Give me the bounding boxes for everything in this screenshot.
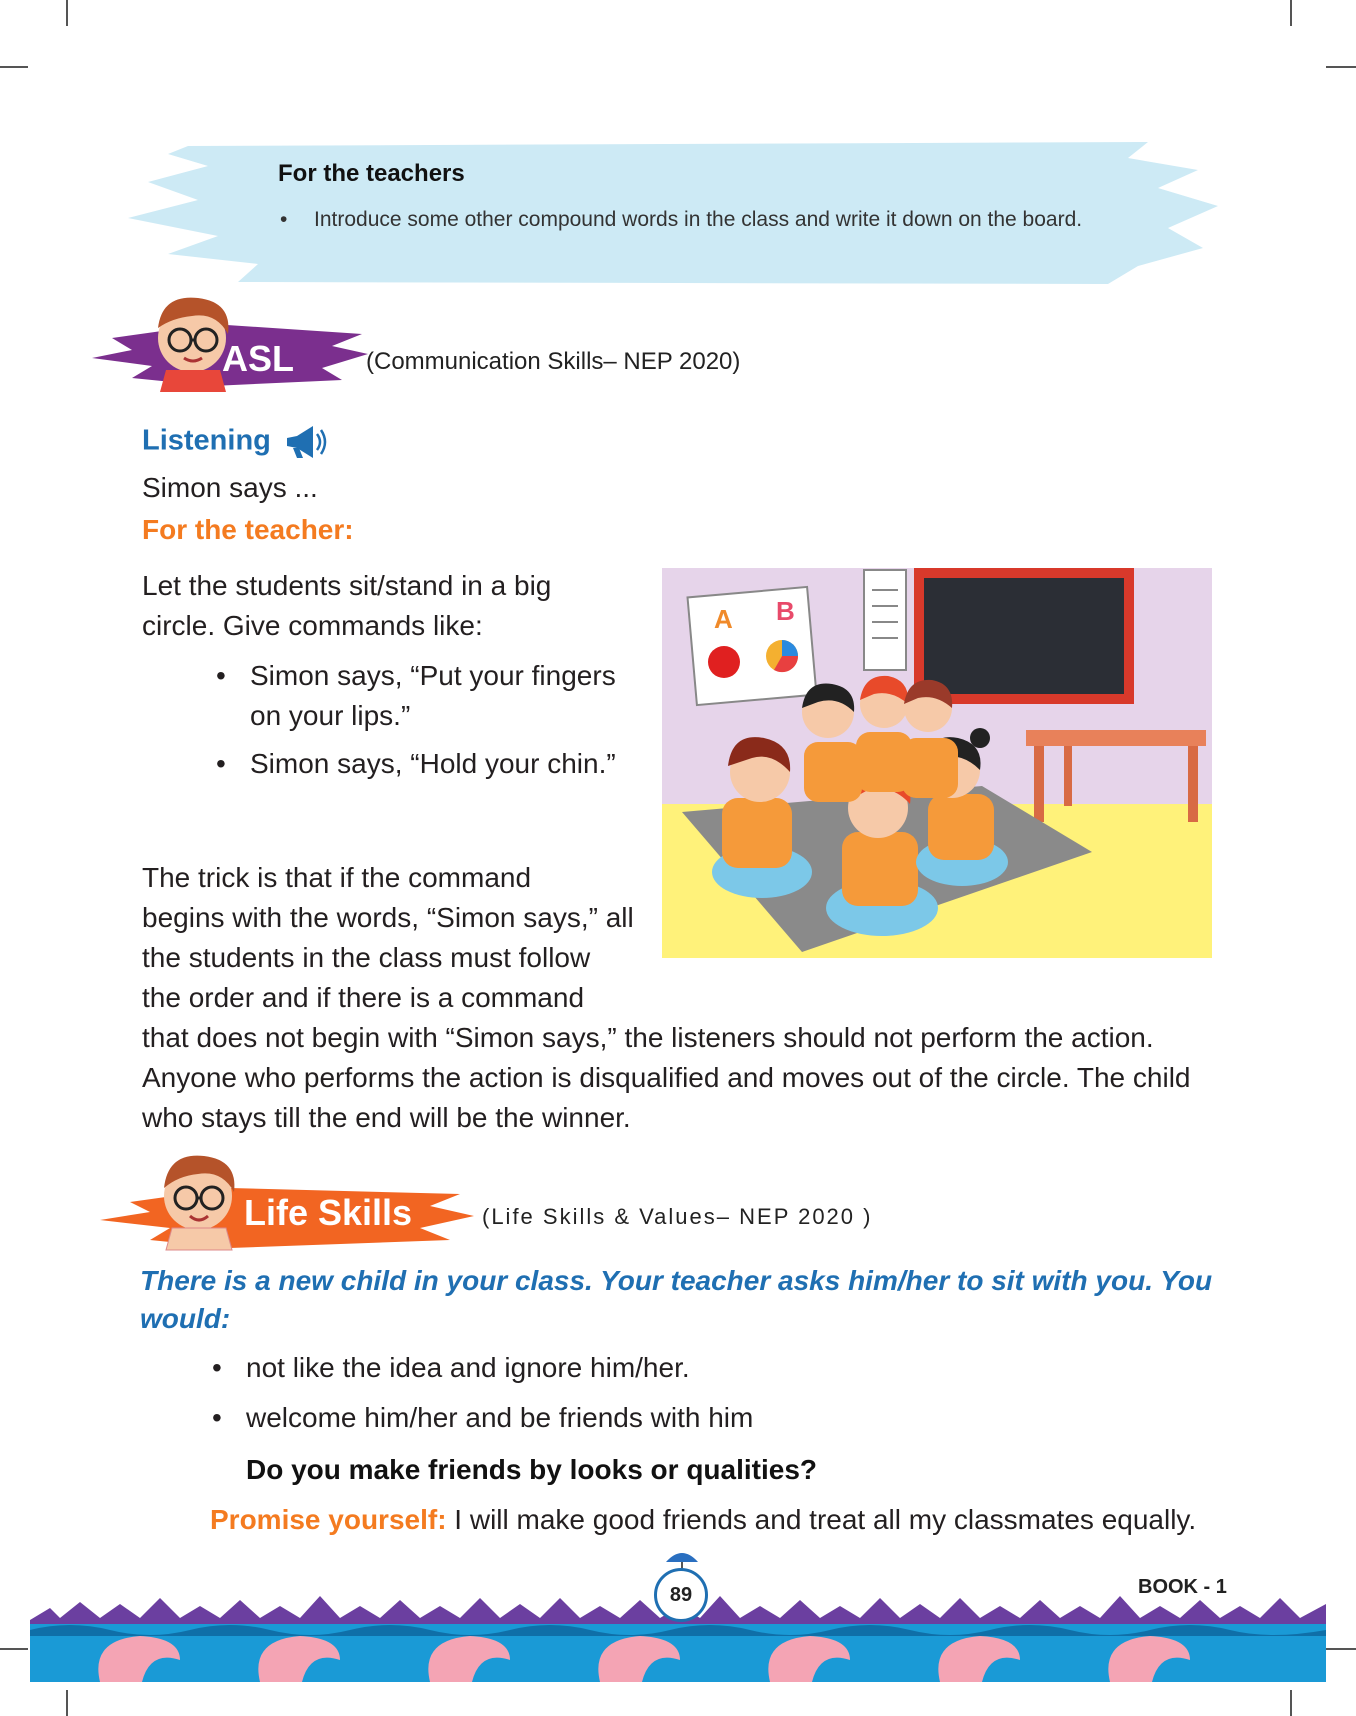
promise-text: I will make good friends and treat all my classmates equally. — [446, 1504, 1197, 1535]
option-text: not like the idea and ignore him/her. — [246, 1352, 690, 1383]
listening-subtitle: Simon says ... — [142, 472, 318, 503]
command-item — [216, 656, 616, 736]
alphabet-poster — [688, 587, 817, 705]
trick-line: who stays till the end will be the winner. — [142, 1102, 631, 1133]
trick-line: the students in the class must follow — [142, 942, 591, 973]
option-item — [212, 1348, 690, 1388]
book-label: BOOK - 1 — [1138, 1576, 1227, 1598]
crop-mark — [66, 1690, 68, 1716]
teacher-note-item-text: Introduce some other compound words in the class and write it down on the board. — [314, 208, 1083, 231]
bullet-dot: • — [280, 208, 288, 231]
for-the-teacher-heading: For the teacher: — [142, 514, 354, 545]
teacher-note-title: For the teachers — [278, 160, 465, 187]
crop-mark — [1290, 1690, 1292, 1716]
trick-line: that does not begin with “Simon says,” the listeners should not perform the action. — [142, 1022, 1154, 1053]
boy-mascot-icon — [158, 298, 228, 392]
reflection-question: Do you make friends by looks or qualities? — [246, 1454, 818, 1485]
megaphone-icon — [283, 422, 333, 462]
teacher-note — [278, 160, 1138, 231]
teacher-note-item — [278, 200, 1114, 240]
option-item — [212, 1398, 753, 1438]
asl-note: (Communication Skills– NEP 2020) — [366, 348, 741, 375]
bullet-dot: • — [212, 1352, 222, 1383]
boy-mascot-wink-icon — [164, 1156, 234, 1250]
promise-line — [210, 1504, 1196, 1536]
bullet-dot: • — [212, 1402, 222, 1433]
classroom-illustration — [652, 562, 1222, 962]
trick-line: Anyone who performs the action is disqualified and moves out of the circle. The child — [142, 1062, 1191, 1093]
listening-heading — [142, 422, 333, 462]
crop-mark — [1290, 0, 1292, 26]
bullet-dot: • — [216, 748, 226, 779]
trick-line: the order and if there is a command — [142, 982, 585, 1013]
bullet-dot: • — [216, 660, 226, 691]
intro-line: circle. Give commands like: — [142, 610, 483, 641]
trick-line: begins with the words, “Simon says,” all — [142, 902, 634, 933]
promise-label: Promise yourself: — [210, 1504, 447, 1535]
life-skills-label: Life Skills — [244, 1192, 413, 1233]
apple-icon — [708, 646, 740, 678]
intro-line: Let the students sit/stand in a big — [142, 570, 552, 601]
listening-heading-text: Listening — [142, 424, 271, 457]
command-line: Simon says, “Put your fingers — [250, 660, 616, 691]
blackboard — [924, 578, 1124, 694]
asl-label: ASL — [222, 338, 294, 379]
life-skills-question: There is a new child in your class. Your teacher asks him/her to sit with you. You would: — [140, 1265, 1213, 1334]
trick-line: The trick is that if the command — [142, 862, 532, 893]
option-text: welcome him/her and be friends with him — [246, 1402, 754, 1433]
command-line: on your lips.” — [250, 700, 411, 731]
wall-chart — [864, 570, 906, 670]
crop-mark — [0, 1648, 28, 1650]
command-item — [216, 744, 616, 784]
life-skills-note: (Life Skills & Values– NEP 2020 ) — [482, 1204, 873, 1229]
crop-mark — [66, 0, 68, 26]
crop-mark — [1326, 66, 1356, 68]
command-line: Simon says, “Hold your chin.” — [250, 748, 616, 779]
page-number: 89 — [654, 1568, 708, 1622]
crop-mark — [0, 66, 28, 68]
crop-mark — [1326, 1648, 1356, 1650]
poster-letter-b: B — [776, 596, 795, 626]
poster-letter-a: A — [714, 604, 733, 634]
